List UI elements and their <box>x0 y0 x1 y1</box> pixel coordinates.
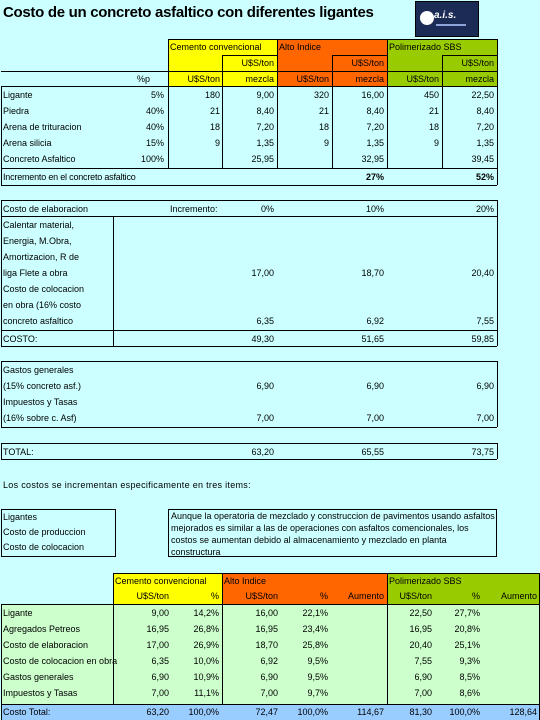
summary-header-polimerizado: Polimerizado SBS <box>389 576 462 586</box>
pct-column-header: %p <box>136 74 150 84</box>
total-label: TOTAL: <box>3 447 34 457</box>
summary-header-cemento: Cemento convencional <box>115 576 207 586</box>
incremento-polimerizado: 52% <box>475 172 494 182</box>
summary-row-ligante: Ligante <box>3 608 33 618</box>
header-cemento-convencional: Cemento convencional <box>170 42 262 52</box>
row-piedra-label: Piedra <box>3 106 30 116</box>
summary-row-elaboracion: Costo de elaboracion <box>3 640 89 650</box>
elaboracion-label: Costo de elaboracion <box>3 204 89 214</box>
page-title: Costo de un concreto asfaltico con diferentes ligantes <box>3 4 374 21</box>
logo-text: a.i.s. <box>434 10 457 21</box>
note-text: Los costos se incrementan especificamente en tres items: <box>3 480 251 490</box>
row-arena-silicia-label: Arena silicia <box>3 138 52 148</box>
costo-label: COSTO: <box>3 334 38 344</box>
row-arena-trituracion-label: Arena de trituracion <box>3 122 82 132</box>
company-logo <box>415 1 479 37</box>
explanation-text: Aunque la operatoria de mezclado y construccion de pavimentos usando asfaltos mejorados es similar a las de operaciones con asfaltos comencionales, los costos se aumentan debido al almacenamiento y mezclado en planta constructura <box>171 511 495 557</box>
header-alto-indice: Alto Indice <box>279 42 322 52</box>
incremento-alto-indice: 27% <box>365 172 384 182</box>
summary-row-colocacion: Costo de colocacion en obra <box>3 656 118 666</box>
summary-row-agregados: Agregados Petreos <box>3 624 81 634</box>
incremento-label: Incremento en el concreto asfaltico <box>3 172 136 182</box>
summary-row-gastos: Gastos generales <box>3 672 74 682</box>
summary-header-alto-indice: Alto Indice <box>224 576 267 586</box>
row-concreto-asfaltico-label: Concreto Asfaltico <box>3 154 76 164</box>
row-ligante-label: Ligante <box>3 90 33 100</box>
incremento-header: Incremento: <box>170 204 218 214</box>
summary-row-impuestos: Impuestos y Tasas <box>3 688 78 698</box>
summary-total-label: Costo Total: <box>3 707 51 717</box>
logo-mark-icon <box>420 11 434 25</box>
header-polimerizado-sbs: Polimerizado SBS <box>389 42 462 52</box>
